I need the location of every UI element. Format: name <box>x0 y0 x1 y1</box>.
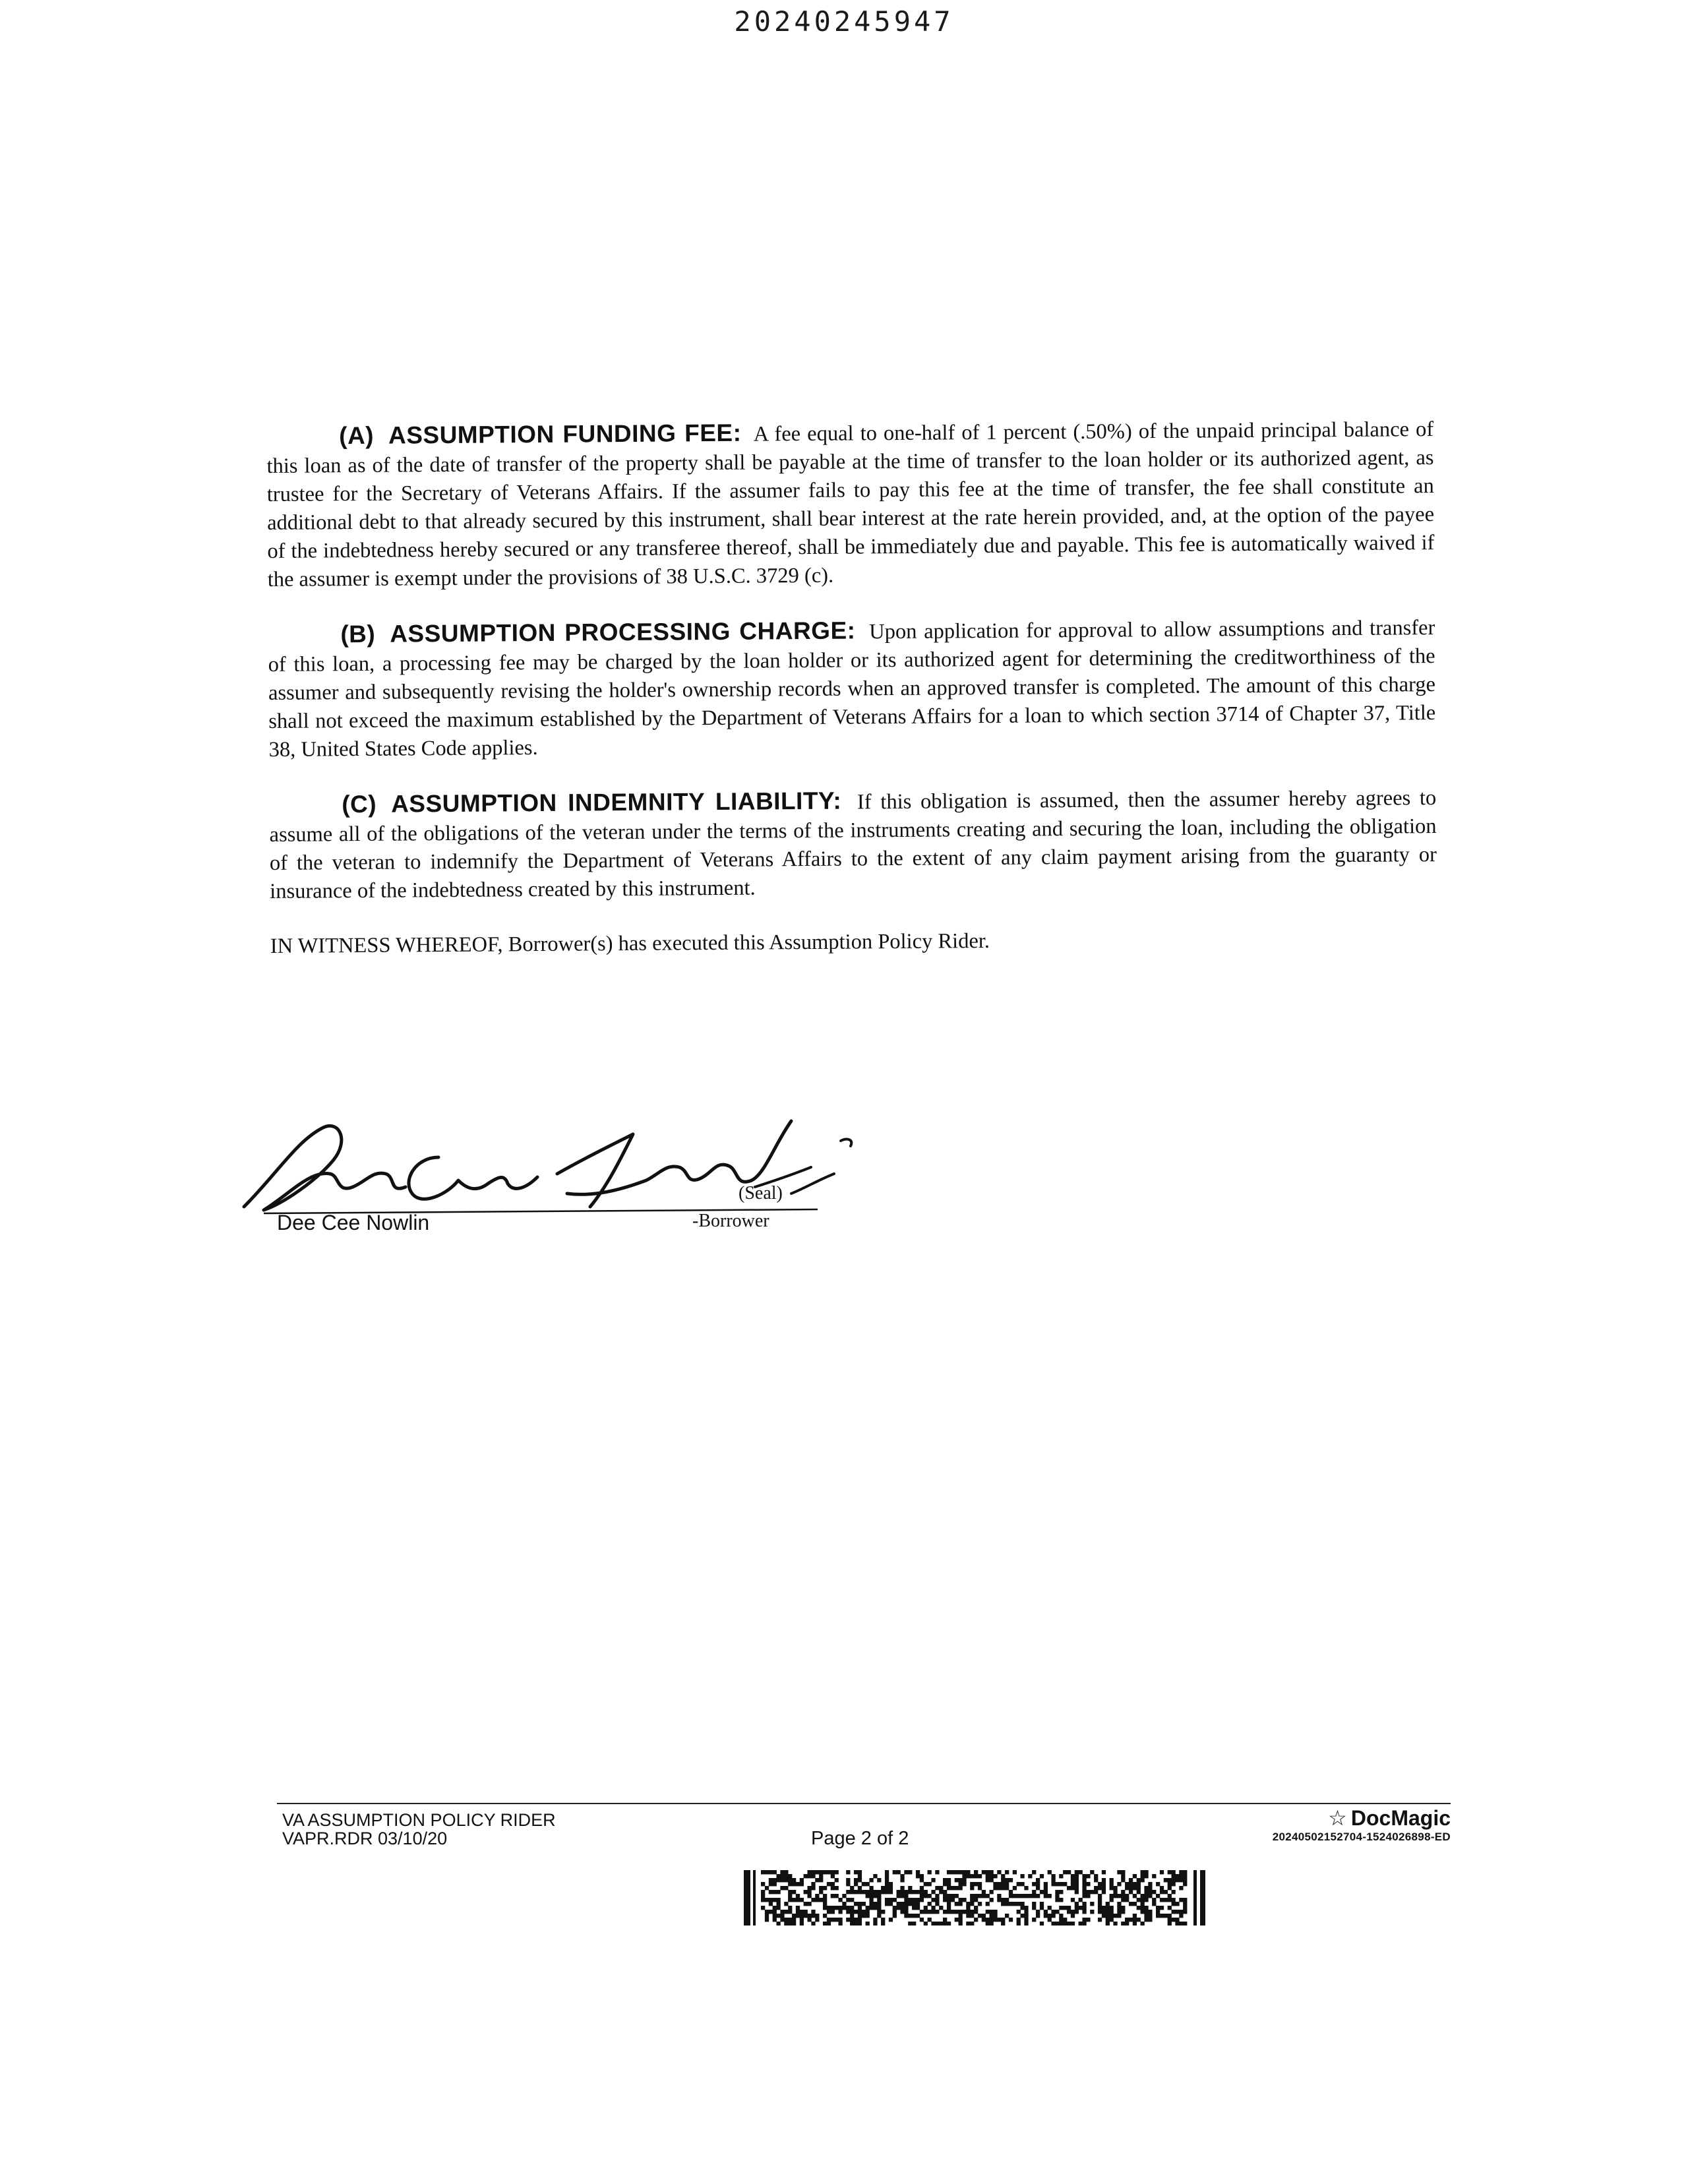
form-code: VAPR.RDR 03/10/20 <box>282 1829 448 1848</box>
section-c <box>269 782 1437 906</box>
signature-block <box>224 1095 870 1246</box>
star-icon: ☆ <box>1328 1806 1347 1830</box>
page-number: Page 2 of 2 <box>811 1828 909 1849</box>
signer-name: Dee Cee Nowlin <box>277 1211 430 1234</box>
section-a-title: ASSUMPTION FUNDING FEE: <box>388 419 742 449</box>
barcode-icon <box>744 1870 1205 1926</box>
footer-divider <box>277 1803 1451 1804</box>
section-c-letter: (C) <box>342 790 377 818</box>
section-b-title: ASSUMPTION PROCESSING CHARGE: <box>390 617 856 648</box>
footer-form-info <box>282 1811 556 1848</box>
handwritten-signature <box>224 1095 870 1227</box>
document-id: 20240502152704-1524026898-ED <box>1272 1831 1451 1843</box>
seal-label: (Seal) <box>738 1183 783 1203</box>
brand-row <box>1273 1805 1451 1831</box>
section-b-letter: (B) <box>340 620 376 648</box>
rider-body <box>266 413 1437 987</box>
section-b-text: Upon application for approval to allow assumptions and transfer of this loan, a processing fee may be charged by the loan holder or its authorized agent for determining the creditworthiness of the assumer and subsequently revising the holder's ownership records when an approved transfer is completed. The amount of this charge shall not exceed the maximum established by the Department of Veterans Affairs for a loan to which section 3714 of Chapter 37, Title 38, United States Code applies. <box>268 616 1436 762</box>
section-c-text: If this obligation is assumed, then the assumer hereby agrees to assume all of the obligations of the veteran under the terms of the instruments creating and securing the loan, including the obligation of the veteran to indemnify the Department of Veterans Affairs to the extent of any claim payment arising from the guaranty or insurance of the indebtedness created by this instrument. <box>269 786 1437 903</box>
borrower-label: -Borrower <box>692 1211 769 1231</box>
form-title: VA ASSUMPTION POLICY RIDER <box>282 1810 556 1830</box>
section-a <box>266 413 1435 594</box>
witness-statement: IN WITNESS WHEREOF, Borrower(s) has executed this Assumption Policy Rider. <box>270 928 990 958</box>
section-c-title: ASSUMPTION INDEMNITY LIABILITY: <box>390 787 842 818</box>
section-a-letter: (A) <box>339 421 375 450</box>
brand-name: DocMagic <box>1350 1806 1451 1830</box>
document-number: 20240245947 <box>734 5 954 38</box>
section-b <box>268 612 1436 764</box>
section-a-text: A fee equal to one-half of 1 percent (.50%) of the unpaid principal balance of this loan as of the date of transfer of the property shall be payable at the time of transfer to the loan holder or its authorized agent, as trustee for the Secretary of Veterans Affairs. If the assumer fails to pay this fee at the time of transfer, the fee shall constitute an additional debt to that already secured by this instrument, shall bear interest at the rate herein provided, and, at the option of the payee of the indebtedness hereby secured or any transferee thereof, shall be immediately due and payable. This fee is automatically waived if the assumer is exempt under the provisions of 38 U.S.C. 3729 (c). <box>266 417 1435 592</box>
docmagic-brand <box>1273 1805 1451 1844</box>
